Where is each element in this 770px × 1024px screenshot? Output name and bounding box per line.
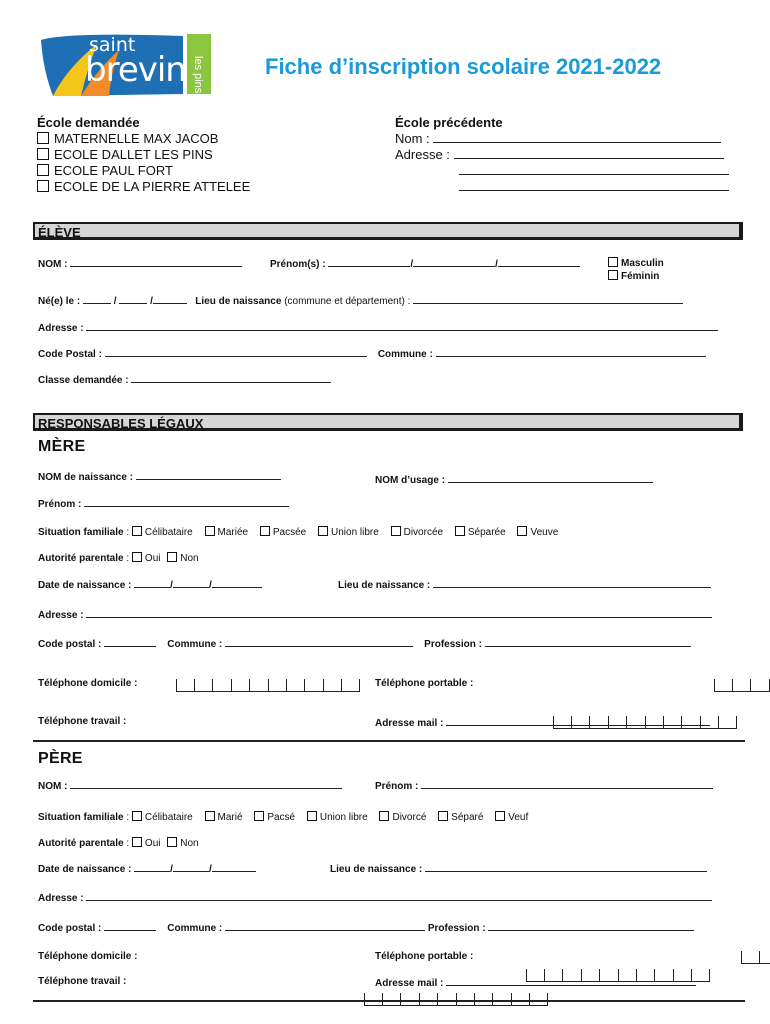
ecole-option-2[interactable]: ECOLE DALLET LES PINS (37, 147, 250, 163)
logo-word-saint: saint (89, 34, 136, 56)
pere-situation-marie[interactable]: Marié (205, 812, 243, 823)
pere-tel-domicile-field[interactable] (741, 951, 770, 964)
ecole-precedente-adresse-field[interactable] (454, 149, 724, 159)
ecole-option-4[interactable]: ECOLE DE LA PIERRE ATTELEE (37, 179, 250, 195)
mere-situation-pacsee[interactable]: Pacsée (260, 527, 306, 538)
page-title: Fiche d’inscription scolaire 2021-2022 (265, 54, 662, 79)
pere-date-mois-field[interactable] (173, 862, 209, 872)
eleve-cp-commune: Code Postal : Commune : (38, 347, 706, 360)
eleve-prenom: Prénom(s) : / / (270, 257, 580, 270)
mere-autorite: Autorité parentale : Oui Non (38, 553, 199, 564)
mere-nom-naissance-field[interactable] (136, 470, 281, 480)
pere-title: PÈRE (38, 750, 83, 767)
pere-adresse: Adresse : (38, 891, 712, 904)
ecole-precedente-nom-field[interactable] (433, 133, 721, 143)
mere-cp-commune-profession: Code postal : Commune : Profession : (38, 637, 691, 650)
mere-date-mois-field[interactable] (173, 578, 209, 588)
ecole-demandee-heading: École demandée (37, 115, 140, 130)
pere-date-naissance: Date de naissance : / / (38, 862, 256, 875)
eleve-prenom-field-1[interactable] (328, 257, 410, 267)
eleve-nom: NOM : (38, 257, 242, 270)
pere-date-annee-field[interactable] (212, 862, 256, 872)
pere-nom-field[interactable] (70, 779, 342, 789)
ecole-option-1[interactable]: MATERNELLE MAX JACOB (37, 131, 250, 147)
mere-nom-naissance: NOM de naissance : (38, 470, 281, 483)
eleve-nom-field[interactable] (70, 257, 242, 267)
pere-situation-divorce[interactable]: Divorcé (379, 812, 426, 823)
eleve-cp-field[interactable] (105, 347, 367, 357)
pere-situation-separe[interactable]: Séparé (438, 812, 483, 823)
checkbox[interactable] (37, 164, 49, 176)
mere-situation-veuve[interactable]: Veuve (517, 527, 558, 538)
mere-prenom: Prénom : (38, 497, 289, 510)
pere-mail-field[interactable] (446, 976, 696, 986)
mere-prenom-field[interactable] (84, 497, 289, 507)
ecole-precedente-adresse-label: Adresse : (395, 147, 450, 162)
mere-profession-field[interactable] (485, 637, 691, 647)
mere-situation: Situation familiale : Célibataire Mariée Pacsée Union libre Divorcée Séparée Veuve (38, 527, 559, 538)
mere-mail: Adresse mail : (375, 716, 710, 729)
mere-adresse-field[interactable] (86, 608, 712, 618)
mere-adresse: Adresse : (38, 608, 712, 621)
pere-situation-pacse[interactable]: Pacsé (254, 812, 295, 823)
mere-tel-portable-field[interactable] (714, 679, 770, 692)
mere-tel-domicile-label: Téléphone domicile : (38, 678, 138, 689)
mere-nom-usage-field[interactable] (448, 473, 653, 483)
eleve-annee-field[interactable] (153, 294, 187, 304)
mere-situation-mariee[interactable]: Mariée (205, 527, 249, 538)
section-eleve: ÉLÈVE (33, 222, 743, 240)
pere-date-jour-field[interactable] (134, 862, 170, 872)
eleve-jour-field[interactable] (83, 294, 111, 304)
eleve-sexe (608, 257, 664, 283)
mere-date-annee-field[interactable] (212, 578, 262, 588)
pere-profession-field[interactable] (488, 921, 694, 931)
mere-situation-divorcee[interactable]: Divorcée (391, 527, 443, 538)
eleve-commune-field[interactable] (436, 347, 706, 357)
saint-brevin-logo (37, 30, 213, 100)
pere-lieu-field[interactable] (425, 862, 707, 872)
mere-mail-field[interactable] (446, 716, 710, 726)
mere-tel-domicile-field[interactable] (176, 679, 360, 692)
pere-tel-domicile-label: Téléphone domicile : (38, 951, 138, 962)
eleve-lieu-field[interactable] (413, 294, 683, 304)
section-responsables: RESPONSABLES LÉGAUX (33, 413, 743, 431)
pere-cp-field[interactable] (104, 921, 156, 931)
pere-lieu-naissance: Lieu de naissance : (330, 862, 707, 875)
mere-title: MÈRE (38, 438, 86, 455)
pere-tel-portable-label: Téléphone portable : (375, 951, 474, 962)
mere-cp-field[interactable] (104, 637, 156, 647)
ecole-precedente-block (395, 115, 735, 195)
ecole-demandee-block (37, 115, 250, 195)
pere-autorite-non[interactable]: Non (167, 838, 198, 849)
eleve-adresse: Adresse : (38, 321, 718, 334)
pere-situation-veuf[interactable]: Veuf (495, 812, 528, 823)
logo-word-brevin: brevin (85, 50, 186, 90)
ecole-precedente-adresse-field-2[interactable] (459, 165, 729, 175)
ecole-precedente-nom-label: Nom : (395, 131, 430, 146)
checkbox[interactable] (608, 270, 618, 280)
pere-autorite: Autorité parentale : Oui Non (38, 838, 199, 849)
eleve-classe-field[interactable] (131, 373, 331, 383)
eleve-prenom-field-3[interactable] (498, 257, 580, 267)
divider-bottom (33, 1000, 745, 1002)
eleve-date-lieu: Né(e) le : / / Lieu de naissance (commune et département) : (38, 294, 683, 307)
checkbox[interactable] (37, 132, 49, 144)
pere-prenom: Prénom : (375, 779, 713, 792)
mere-nom-usage: NOM d’usage : (375, 473, 653, 486)
eleve-adresse-field[interactable] (86, 321, 718, 331)
mere-commune-field[interactable] (225, 637, 413, 647)
mere-situation-celibataire[interactable]: Célibataire (132, 527, 193, 538)
eleve-prenom-field-2[interactable] (413, 257, 495, 267)
eleve-feminin-option[interactable]: Féminin (608, 270, 664, 283)
pere-adresse-field[interactable] (86, 891, 712, 901)
pere-tel-travail-label: Téléphone travail : (38, 976, 127, 987)
pere-situation-union[interactable]: Union libre (307, 812, 368, 823)
pere-nom: NOM : (38, 779, 342, 792)
checkbox[interactable] (608, 257, 618, 267)
pere-cp-commune-profession: Code postal : Commune : Profession : (38, 921, 694, 934)
ecole-precedente-adresse-field-3[interactable] (459, 181, 729, 191)
mere-lieu-naissance: Lieu de naissance : (338, 578, 711, 591)
pere-situation: Situation familiale : Célibataire Marié Pacsé Union libre Divorcé Séparé Veuf (38, 812, 529, 823)
mere-lieu-field[interactable] (433, 578, 711, 588)
eleve-masculin-option[interactable]: Masculin (608, 257, 664, 270)
pere-commune-field[interactable] (225, 921, 425, 931)
pere-mail: Adresse mail : (375, 976, 696, 989)
mere-tel-portable-label: Téléphone portable : (375, 678, 474, 689)
mere-situation-union[interactable]: Union libre (318, 527, 379, 538)
pere-prenom-field[interactable] (421, 779, 713, 789)
eleve-classe: Classe demandée : (38, 373, 331, 386)
mere-autorite-non[interactable]: Non (167, 553, 198, 564)
mere-autorite-oui[interactable]: Oui (132, 553, 161, 564)
eleve-mois-field[interactable] (119, 294, 147, 304)
pere-autorite-oui[interactable]: Oui (132, 838, 161, 849)
checkbox[interactable] (37, 180, 49, 192)
ecole-precedente-heading: École précédente (395, 115, 503, 130)
pere-situation-celibataire[interactable]: Célibataire (132, 812, 193, 823)
divider-mere-pere (33, 740, 745, 742)
mere-situation-separee[interactable]: Séparée (455, 527, 506, 538)
mere-date-jour-field[interactable] (134, 578, 170, 588)
checkbox[interactable] (37, 148, 49, 160)
mere-tel-travail-label: Téléphone travail : (38, 716, 127, 727)
logo-tag-les-pins: les pins (192, 56, 204, 94)
mere-date-naissance: Date de naissance : / / (38, 578, 262, 591)
ecole-option-3[interactable]: ECOLE PAUL FORT (37, 163, 250, 179)
